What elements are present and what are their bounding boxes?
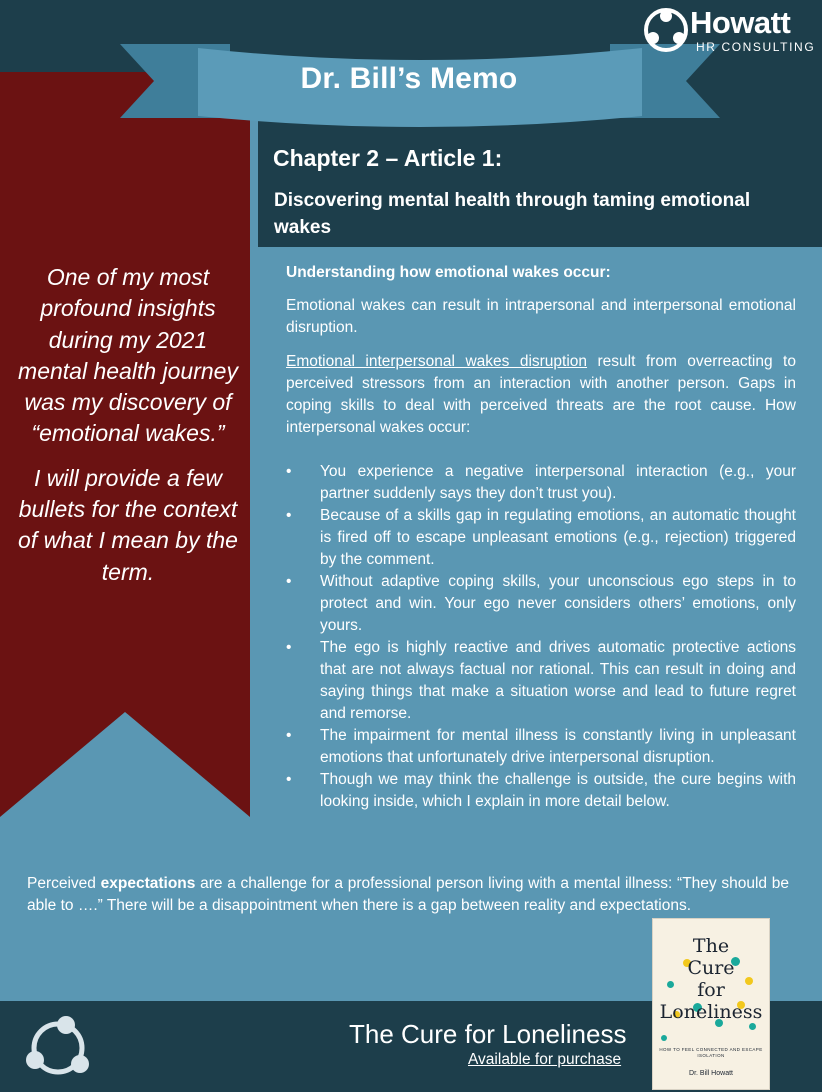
- book-cover-author: Dr. Bill Howatt: [689, 1070, 733, 1077]
- quote-paragraph: One of my most profound insights during my 2021 mental health journey was my discovery of “emotional wakes.”: [18, 264, 238, 447]
- footer-logo-icon: [20, 1012, 96, 1080]
- interpersonal-paragraph: [286, 351, 796, 439]
- expectations-bold: expectations: [100, 874, 196, 892]
- howatt-logo: [640, 4, 816, 56]
- pull-quote: [12, 262, 244, 588]
- intro-paragraph: Emotional wakes can result in intrapersonal and interpersonal emotional disruption.: [286, 297, 796, 336]
- memo-title: Dr. Bill’s Memo: [300, 62, 518, 95]
- book-title-line: Cure: [687, 957, 735, 979]
- book-title-line: for: [697, 979, 725, 1001]
- book-cover-image[interactable]: [652, 918, 770, 1090]
- quote-paragraph: I will provide a few bullets for the context of what I mean by the term.: [18, 464, 238, 585]
- logo-name: Howatt: [690, 5, 791, 40]
- purchase-link[interactable]: Available for purchase: [468, 1051, 622, 1068]
- howatt-logo-icon: [640, 4, 692, 56]
- bullet-item: • Without adaptive coping skills, your unconscious ego steps in to protect and win. Your ego never considers others’ emotions, only yours.: [286, 571, 796, 637]
- article-subtitle: Discovering mental health through taming emotional wakes: [274, 190, 751, 238]
- book-cover-tagline: HOW TO FEEL CONNECTED AND ESCAPE ISOLATION: [659, 1047, 763, 1058]
- paragraph-text: result from overreacting to perceived stressors from an interaction with another person. Gaps in coping skills to deal with perceived threats are the root cause. How interpersonal wakes occur:: [286, 353, 796, 436]
- bullet-item: • The ego is highly reactive and drives automatic protective actions that are not always factual nor rational. This can result in doing and saying things that make a situation worse and lead to future regret and remorse.: [286, 637, 796, 725]
- book-title-line: The: [692, 935, 730, 957]
- wakes-bullet-list: [286, 461, 796, 813]
- book-cover-title: [657, 935, 765, 1023]
- logo-subtitle: HR CONSULTING: [696, 40, 816, 54]
- bullet-item: • You experience a negative interpersonal interaction (e.g., your partner suddenly says they don’t trust you).: [286, 461, 796, 505]
- expectations-paragraph: [27, 873, 789, 917]
- section-heading: Understanding how emotional wakes occur:: [286, 264, 611, 281]
- underlined-term: Emotional interpersonal wakes disruption: [286, 353, 588, 370]
- main-article: [286, 262, 796, 813]
- chapter-title: Chapter 2 – Article 1:: [273, 145, 503, 171]
- bullet-item: • Because of a skills gap in regulating emotions, an automatic thought is fired off to escape unpleasant emotions (e.g., rejection) triggered by the comment.: [286, 505, 796, 571]
- expectations-text: Perceived: [27, 874, 101, 892]
- expectations-text: are a challenge for a professional person living with a mental illness: “They should be able to ….” There will be a disappointment when there is a gap between reality and expectations.: [27, 874, 789, 914]
- bullet-item: • The impairment for mental illness is constantly living in unpleasant emotions that unfortunately drive interpersonal disruption.: [286, 725, 796, 769]
- footer-book-title: The Cure for Loneliness: [349, 1019, 627, 1049]
- book-title-line: Loneliness: [659, 1001, 763, 1023]
- bullet-item: • Though we may think the challenge is outside, the cure begins with looking inside, which I explain in more detail below.: [286, 769, 796, 813]
